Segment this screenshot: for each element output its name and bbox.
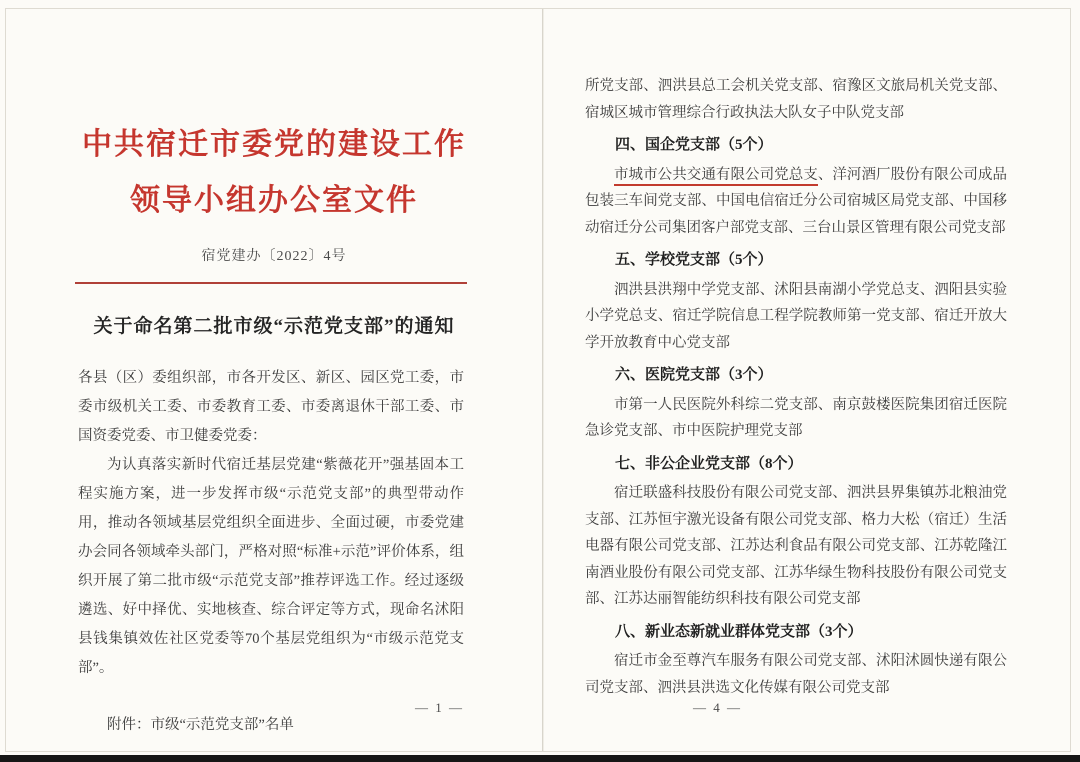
notice-title: 关于命名第二批市级“示范党支部”的通知 [93, 316, 455, 337]
red-separator-rule [75, 282, 467, 284]
section-body-schools: 泗洪县洪翔中学党支部、沭阳县南湖小学党总支、泗阳县实验小学党总支、宿迁学院信息工程学院教师第一党支部、宿迁开放大学开放教育中心党支部 [585, 281, 1007, 351]
letterhead-title [6, 117, 542, 229]
carryover-paragraph: 所党支部、泗洪县总工会机关党支部、宿豫区文旅局机关党支部、宿城区城市管理综合行政执法大队女子中队党支部 [585, 78, 1007, 121]
right-page [543, 9, 1071, 752]
attachment-line: 附件：市级“示范党支部”名单 [107, 717, 294, 733]
photo-bottom-edge [0, 755, 1080, 762]
attachment-list [585, 73, 1007, 701]
section-body-new-economy: 宿迁市金至尊汽车服务有限公司党支部、沭阳沭圆快递有限公司党支部、泗洪县洪选文化传媒有限公司党支部 [585, 653, 1007, 696]
section-body-soe-rest: 、洋河酒厂股份有限公司成品包装三车间党支部、中国电信宿迁分公司宿城区局党支部、中国移动宿迁分公司集团客户部党支部、三台山景区管理有限公司党支部 [585, 166, 1008, 236]
section-body-soe [585, 162, 1007, 242]
section-heading-new-economy: 八、新业态新就业群体党支部（3个） [615, 623, 863, 640]
notice-body [78, 364, 464, 740]
red-underline-annotation: 市城市公共交通有限公司党总支 [614, 167, 818, 186]
section-heading-soe: 四、国企党支部（5个） [615, 137, 773, 153]
salutation-paragraph: 各县（区）委组织部，市各开发区、新区、园区党工委，市委市级机关工委、市委教育工委、市委离退休干部工委、市国资委党委、市卫健委党委： [78, 370, 464, 444]
section-heading-hospitals: 六、医院党支部（3个） [615, 367, 773, 383]
document-number: 宿党建办〔2022〕4号 [201, 249, 347, 264]
section-body-private: 宿迁联盛科技股份有限公司党支部、泗洪县界集镇苏北粮油党支部、江苏恒宇激光设备有限公司党支部、格力大松（宿迁）生活电器有限公司党支部、江苏达利食品有限公司党支部、江苏乾隆江南酒业股份有限公司党支部、江苏华绿生物科技股份有限公司党支部、江苏达丽智能纺织科技有限公司党支部 [585, 485, 1007, 607]
page-number-right: — 4 — [693, 700, 742, 715]
section-body-hospitals: 市第一人民医院外科综二党支部、南京鼓楼医院集团宿迁医院急诊党支部、市中医院护理党支部 [585, 396, 1007, 439]
body-paragraph: 为认真落实新时代宿迁基层党建“紫薇花开”强基固本工程实施方案，进一步发挥市级“示范党支部”的典型带动作用，推动各领域基层党组织全面进步、全面过硬，市委党建办会同各领域牵头部门，严格对照“标准+示范”评价体系，组织开展了第二批市级“示范党支部”推荐评选工作。经过逐级遴选、好中择优、实地核查、综合评定等方式，现命名沭阳县钱集镇效佐社区党委等70个基层党组织为“市级示范党支部”。 [78, 457, 464, 676]
section-heading-schools: 五、学校党支部（5个） [615, 252, 773, 268]
page-number-left: — 1 — [415, 700, 464, 715]
letterhead-title-line-1: 中共宿迁市委党的建设工作 [82, 128, 466, 161]
section-heading-private: 七、非公企业党支部（8个） [615, 455, 803, 472]
letterhead-title-line-2: 领导小组办公室文件 [130, 184, 418, 217]
left-page [6, 9, 542, 752]
